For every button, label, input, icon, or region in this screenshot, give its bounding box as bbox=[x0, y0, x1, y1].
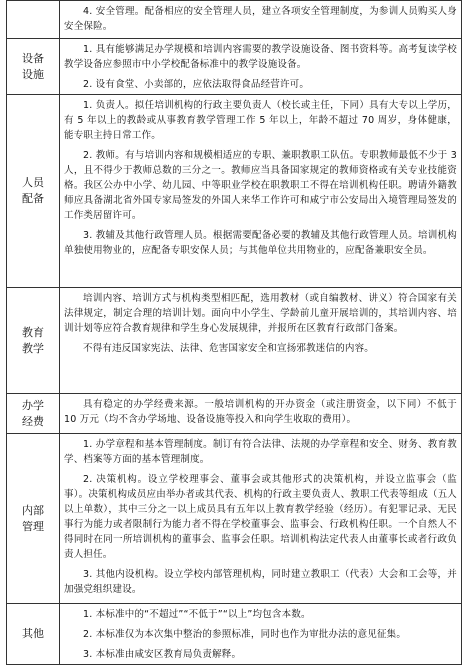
row-content bbox=[60, 39, 462, 95]
row-content bbox=[60, 288, 462, 394]
table-row-safety bbox=[7, 1, 462, 39]
row-label-line: 人员 bbox=[22, 176, 44, 189]
row-label-line: 经费 bbox=[22, 414, 44, 428]
table-row-funding bbox=[7, 394, 462, 434]
table-row-staffing bbox=[7, 95, 462, 288]
row-label-line: 配备 bbox=[22, 192, 44, 205]
clause-text: 1. 具有能够满足办学规模和培训内容需要的教学设施设备、图书资料等。高考复读学校教学设备应参照市中小学校配备标准中的教学设施设备。 bbox=[64, 44, 457, 70]
row-label-line: 设施 bbox=[22, 67, 44, 81]
clause-text: 1. 办学章程和基本管理制度。制订有符合法律、法规的办学章程和安全、财务、教育教学、档案等方面的基本管理制度。 bbox=[64, 439, 457, 465]
row-label bbox=[7, 39, 60, 95]
row-content bbox=[60, 1, 462, 39]
row-content bbox=[60, 604, 462, 665]
clause-text: 3. 本标准由咸安区教育局负责解释。 bbox=[83, 649, 242, 660]
row-label bbox=[7, 394, 60, 434]
standards-table bbox=[6, 0, 462, 665]
clause-text: 2. 教师。有与培训内容和规模相适应的专职、兼职教职工队伍。专职教师最低不少于 3 人，且不得少于教师总数的三分之一。教师应当具备国家规定的教师资格或有关专业技能资格。我区公办中小学、幼儿园、中等职业学校在职教职工不得在培训机构任职。聘请外籍教师应具备湖北省外国专家局签发的外国人来华工作许可和咸宁市公安局出入境管理局签发的工作类居留许可。 bbox=[64, 150, 457, 221]
clause-text: 1. 本标准中的“不超过”“不低于”“以上”均包含本数。 bbox=[83, 609, 311, 620]
row-content bbox=[60, 434, 462, 604]
clause-text: 具有稳定的办学经费来源。一般培训机构的开办资金（或注册资金，以下同）不低于 10 万元（均不含办学场地、设备设施等投入和向学生收取的费用）。 bbox=[64, 399, 457, 425]
table-row-other bbox=[7, 604, 462, 665]
table-row-equipment bbox=[7, 39, 462, 95]
clause-text: 培训内容、培训方式与机构类型相匹配，选用教材（或自编教材、讲义）符合国家有关法律规定，制定合理的培训计划。面向中小学生、学龄前儿童开展培训的，其培训内容、培训计划等应符合教育规律和学生身心发展规律，并报所在区教育行政部门备案。 bbox=[64, 293, 457, 334]
row-label bbox=[7, 604, 60, 665]
row-label-line: 其他 bbox=[22, 627, 44, 640]
row-content bbox=[60, 95, 462, 288]
row-label-line: 管理 bbox=[22, 519, 44, 533]
row-label bbox=[7, 1, 60, 39]
table-row-teaching bbox=[7, 288, 462, 394]
row-content bbox=[60, 394, 462, 434]
clause-text: 2. 决策机构。设立学校理事会、董事会或其他形式的决策机构，并设立监事会（监事）。决策机构成员应由举办者或其代表、机构的行政主要负责人、教职工代表等组成（五人以上单数），其中三分之一以上成员具有五年以上教育教学经验（经历）。有犯罪记录、无民事行为能力或者限制行为能力者不得在学校董事会、监事会、行政机构任职。一个自然人不得同时在同一所培训机构的董事会、监事会任职。培训机构法定代表人由董事长或者行政负责人担任。 bbox=[64, 474, 457, 560]
row-label bbox=[7, 288, 60, 394]
row-label-line: 内部 bbox=[22, 503, 44, 517]
table-row-internal-management bbox=[7, 434, 462, 604]
row-label-line: 教育 bbox=[22, 325, 44, 339]
row-label-line: 办学 bbox=[22, 398, 44, 412]
clause-text: 1. 负责人。拟任培训机构的行政主要负责人（校长或主任，下同）具有大专以上学历，有 5 年以上的教龄或从事教育教学管理工作 5 年以上，年龄不超过 70 周岁，身体健康，能专职主持日常工作。 bbox=[64, 100, 457, 141]
row-label bbox=[7, 95, 60, 288]
clause-text: 4. 安全管理。配备相应的安全管理人员，建立各项安全管理制度，为参训人员购买人身安全保险。 bbox=[64, 6, 457, 32]
clause-text: 2. 本标准仅为本次集中整治的参照标准，同时也作为审批办法的意见征集。 bbox=[83, 629, 407, 640]
row-label bbox=[7, 434, 60, 604]
clause-text: 2. 设有食堂、小卖部的，应依法取得食品经营许可。 bbox=[83, 79, 310, 90]
clause-text: 不得有违反国家宪法、法律、危害国家安全和宣扬邪教迷信的内容。 bbox=[83, 343, 375, 354]
clause-text: 3. 其他内设机构。设立学校内部管理机构，同时建立教职工（代表）大会和工会等，并加强党组织建设。 bbox=[64, 569, 457, 595]
row-label-line: 设备 bbox=[22, 51, 44, 65]
row-label-line: 教学 bbox=[22, 341, 44, 355]
clause-text: 3. 教辅及其他行政管理人员。根据需要配备必要的教辅及其他行政管理人员。培训机构单独使用物业的，应配备专职安保人员；与其他单位共用物业的，应配备兼职安全员。 bbox=[64, 230, 457, 256]
